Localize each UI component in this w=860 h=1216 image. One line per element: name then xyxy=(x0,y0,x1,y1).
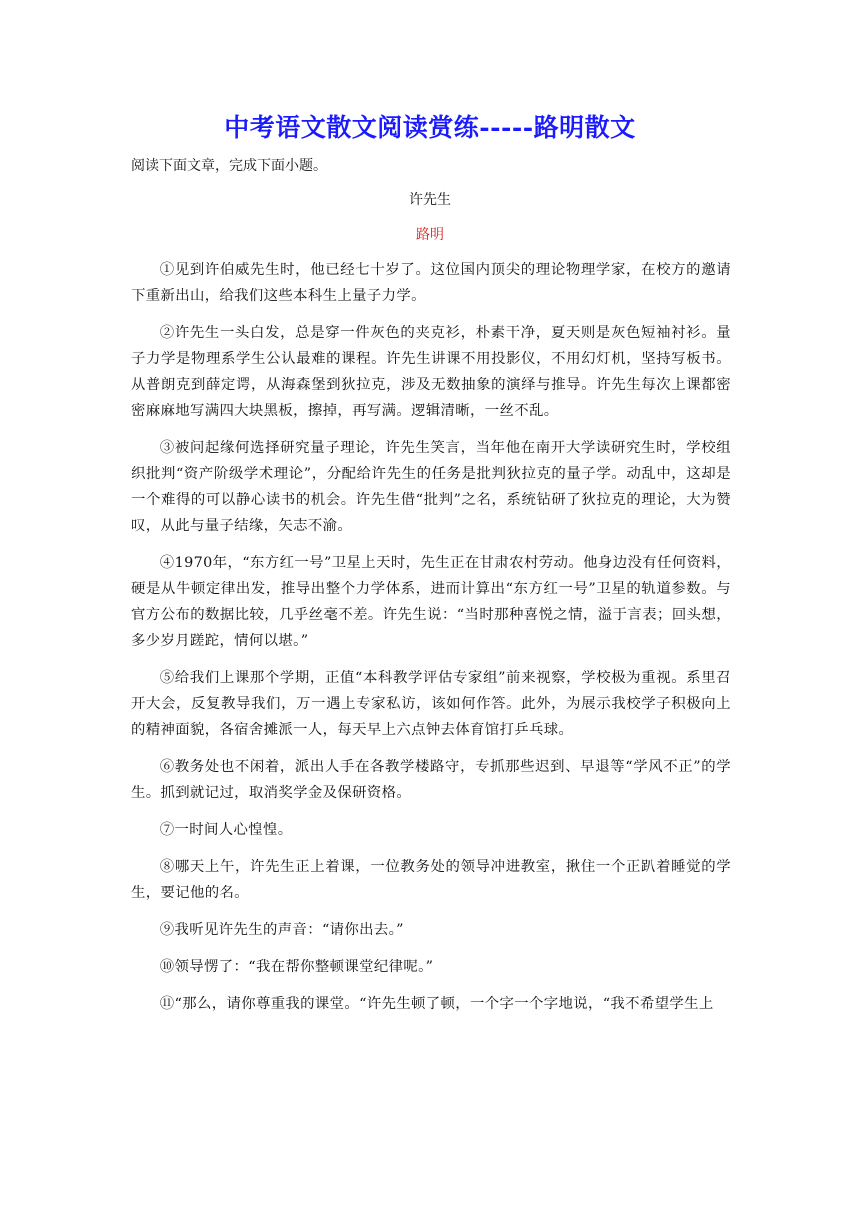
paragraph-2: ②许先生一头白发，总是穿一件灰色的夹克衫，朴素干净，夏天则是灰色短袖衬衫。量子力学是物理系学生公认最难的课程。许先生讲课不用投影仪，不用幻灯机，坚持写板书。从普朗克到薛定谔，从海森堡到狄拉克，涉及无数抽象的演绎与推导。许先生每次上课都密密麻麻地写满四大块黑板，擦掉，再写满。逻辑清晰，一丝不乱。 xyxy=(131,325,731,419)
article-title: 许先生 xyxy=(409,192,451,208)
paragraph-7: ⑦一时间人心惶惶。 xyxy=(159,822,293,838)
paragraph-9: ⑨我听见许先生的声音：“请你出去。” xyxy=(159,922,404,938)
paragraph-4: ④1970年，“东方红一号”卫星上天时，先生正在甘肃农村劳动。他身边没有任何资料，硬是从牛顿定律出发，推导出整个力学体系，进而计算出“东方红一号”卫星的轨道参数。与官方公布的数据比较，几乎丝毫不差。许先生说：“当时那种喜悦之情，溢于言表；回头想，多少岁月蹉跎，情何以堪。” xyxy=(131,555,731,649)
article-author: 路明 xyxy=(416,227,444,243)
paragraph-6: ⑥教务处也不闲着，派出人手在各教学楼路守，专抓那些迟到、早退等“学风不正”的学生。抓到就记过，取消奖学金及保研资格。 xyxy=(131,759,731,801)
paragraph-8: ⑧哪天上午，许先生正上着课，一位教务处的领导冲进教室，揪住一个正趴着睡觉的学生，要记他的名。 xyxy=(131,859,731,901)
paragraph-3: ③被问起缘何选择研究量子理论，许先生笑言，当年他在南开大学读研究生时，学校组织批判“资产阶级学术理论”，分配给许先生的任务是批判狄拉克的量子学。动乱中，这却是一个难得的可以静心读书的机会。许先生借“批判”之名，系统钻研了狄拉克的理论，大为赞叹，从此与量子结缘，矢志不渝。 xyxy=(131,440,731,534)
document-title: 中考语文散文阅读赏练-----路明散文 xyxy=(224,113,636,142)
paragraph-10: ⑩领导愣了：“我在帮你整顿课堂纪律呢。” xyxy=(159,959,434,975)
article-body xyxy=(131,257,731,1028)
paragraph-5: ⑤给我们上课那个学期，正值“本科教学评估专家组”前来视察，学校极为重视。系里召开大会，反复教导我们，万一遇上专家私访，该如何作答。此外，为展示我校学子积极向上的精神面貌，各宿舍摊派一人，每天早上六点钟去体育馆打乒乓球。 xyxy=(131,670,731,738)
reading-instruction: 阅读下面文章，完成下面小题。 xyxy=(131,158,327,174)
paragraph-1: ①见到许伯威先生时，他已经七十岁了。这位国内顶尖的理论物理学家，在校方的邀请下重新出山，给我们这些本科生上量子力学。 xyxy=(131,262,731,304)
paragraph-11: ⑪“那么，请你尊重我的课堂。“许先生顿了顿，一个字一个字地说，“我不希望学生上 xyxy=(159,996,714,1012)
